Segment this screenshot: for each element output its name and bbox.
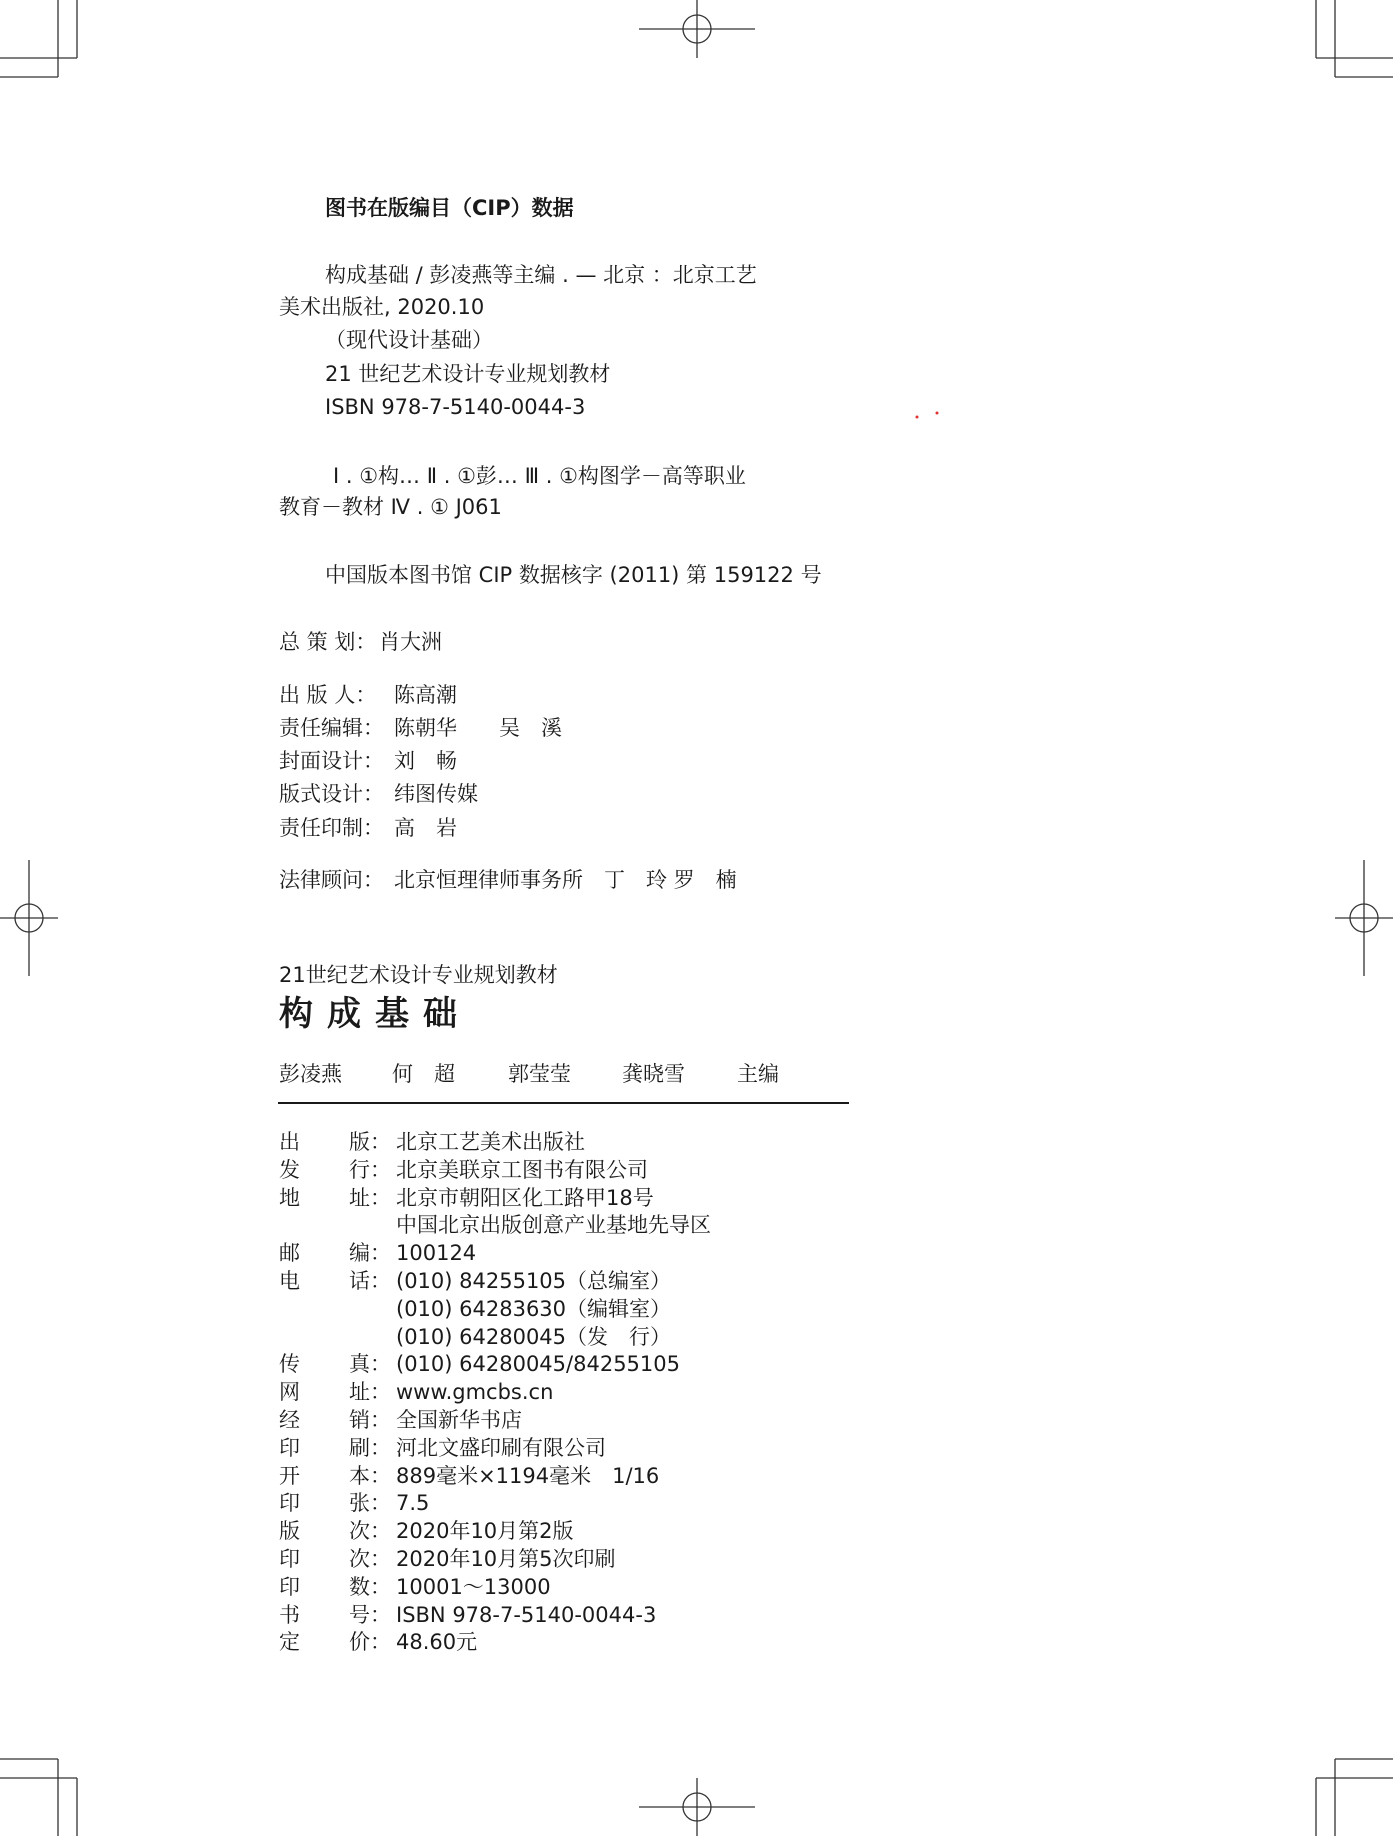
imprint-label-char: 版： bbox=[349, 1130, 391, 1154]
staff-label: 封面设计： bbox=[279, 749, 384, 773]
imprint-label-char: 印 bbox=[279, 1491, 300, 1516]
staff-label: 总 策 划： bbox=[279, 630, 377, 654]
cip-isbn: ISBN 978-7-5140-0044-3 bbox=[325, 395, 586, 419]
editor-name: 何 超 bbox=[392, 1062, 455, 1086]
imprint-label-char: 印 bbox=[279, 1574, 300, 1599]
imprint-label-char: 张： bbox=[349, 1491, 391, 1516]
imprint-label-char: 真： bbox=[349, 1352, 391, 1377]
staff-value: 刘 畅 bbox=[394, 749, 457, 773]
cip-line: Ⅰ . ①构… Ⅱ . ①彭… Ⅲ . ①构图学－高等职业 bbox=[333, 464, 746, 488]
staff-label: 版式设计： bbox=[279, 782, 384, 806]
staff-value: 高 岩 bbox=[394, 816, 457, 840]
imprint-label-char: 电 bbox=[279, 1269, 300, 1293]
imprint-label-char: 印 bbox=[279, 1547, 300, 1571]
imprint-label-char: 书 bbox=[279, 1602, 300, 1627]
imprint-value: 北京工艺美术出版社 bbox=[396, 1130, 585, 1154]
imprint-value: 北京市朝阳区化工路甲18号 bbox=[396, 1185, 654, 1210]
cip-record-number: 中国版本图书馆 CIP 数据核字 (2011) 第 159122 号 bbox=[325, 563, 822, 587]
staff-value: 肖大洲 bbox=[379, 630, 442, 654]
cip-line: 构成基础 / 彭凌燕等主编 . — 北京 ：北京工艺 bbox=[325, 263, 757, 287]
imprint-label-char: 数： bbox=[349, 1574, 391, 1599]
imprint-value: 100124 bbox=[396, 1241, 477, 1266]
cip-line: 教育－教材 Ⅳ . ① J061 bbox=[279, 495, 502, 519]
staff-value: 陈朝华 吴 溪 bbox=[394, 716, 562, 740]
editor-role: 主编 bbox=[737, 1062, 779, 1086]
imprint-label-char: 版 bbox=[279, 1519, 300, 1544]
imprint-label-char: 网 bbox=[279, 1380, 300, 1405]
imprint-label-char: 刷： bbox=[349, 1435, 391, 1460]
staff-label: 责任编辑： bbox=[279, 716, 384, 740]
imprint-label-char: 编： bbox=[349, 1241, 391, 1266]
imprint-value: 48.60元 bbox=[396, 1630, 478, 1655]
staff-label: 责任印制： bbox=[279, 816, 384, 840]
imprint-label-char: 址： bbox=[349, 1380, 391, 1405]
cip-line: 21 世纪艺术设计专业规划教材 bbox=[325, 362, 611, 386]
imprint-value: 7.5 bbox=[396, 1491, 430, 1516]
imprint-label-char: 定 bbox=[279, 1630, 300, 1655]
imprint-value: 全国新华书店 bbox=[396, 1408, 522, 1432]
staff-value: 北京恒理律师事务所 丁 玲 罗 楠 bbox=[394, 868, 737, 892]
imprint-label-char: 次： bbox=[349, 1519, 391, 1544]
imprint-value: www.gmcbs.cn bbox=[396, 1380, 554, 1405]
imprint-label-char: 价： bbox=[349, 1630, 391, 1655]
divider bbox=[278, 1102, 849, 1104]
editor-name: 龚晓雪 bbox=[622, 1062, 685, 1086]
imprint-label-char: 邮 bbox=[279, 1241, 300, 1266]
imprint-value: 2020年10月第2版 bbox=[396, 1519, 574, 1544]
imprint-value: (010) 64280045（发 行） bbox=[396, 1324, 672, 1349]
imprint-value: 10001～13000 bbox=[396, 1574, 551, 1599]
imprint-label-char: 发 bbox=[279, 1157, 300, 1182]
staff-label: 法律顾问： bbox=[279, 868, 384, 892]
series-name: 21世纪艺术设计专业规划教材 bbox=[279, 963, 558, 987]
imprint-label-char: 印 bbox=[279, 1435, 300, 1460]
imprint-label-char: 址： bbox=[349, 1185, 391, 1210]
book-title: 构成基础 bbox=[279, 994, 471, 1034]
imprint-value: (010) 84255105（总编室） bbox=[396, 1269, 672, 1293]
editor-name: 郭莹莹 bbox=[508, 1062, 571, 1086]
imprint-value: 2020年10月第5次印刷 bbox=[396, 1547, 616, 1571]
imprint-value: (010) 64280045/84255105 bbox=[396, 1352, 680, 1377]
imprint-label-char: 开 bbox=[279, 1463, 300, 1488]
imprint-label-char: 销： bbox=[349, 1408, 391, 1432]
imprint-label-char: 地 bbox=[279, 1185, 300, 1210]
imprint-label-char: 本： bbox=[349, 1463, 391, 1488]
editor-name: 彭凌燕 bbox=[279, 1062, 342, 1086]
imprint-label-char: 传 bbox=[279, 1352, 300, 1377]
imprint-label-char: 出 bbox=[279, 1130, 300, 1154]
imprint-label-char: 经 bbox=[279, 1408, 300, 1432]
staff-value: 纬图传媒 bbox=[394, 782, 478, 806]
cip-line: （现代设计基础） bbox=[325, 328, 493, 352]
imprint-value: 889毫米×1194毫米 1/16 bbox=[396, 1463, 660, 1488]
imprint-value: (010) 64283630（编辑室） bbox=[396, 1296, 672, 1321]
imprint-value: ISBN 978-7-5140-0044-3 bbox=[396, 1602, 657, 1627]
staff-label: 出 版 人： bbox=[279, 683, 377, 707]
imprint-label-char: 行： bbox=[349, 1157, 391, 1182]
imprint-value: 北京美联京工图书有限公司 bbox=[396, 1157, 648, 1182]
cip-line: 美术出版社, 2020.10 bbox=[279, 295, 485, 319]
cip-title: 图书在版编目（CIP）数据 bbox=[325, 196, 574, 220]
staff-value: 陈高潮 bbox=[394, 683, 457, 707]
imprint-label-char: 话： bbox=[349, 1269, 391, 1293]
imprint-value: 中国北京出版创意产业基地先导区 bbox=[396, 1213, 711, 1238]
imprint-value: 河北文盛印刷有限公司 bbox=[396, 1435, 606, 1460]
imprint-label-char: 号： bbox=[349, 1602, 391, 1627]
imprint-label-char: 次： bbox=[349, 1547, 391, 1571]
